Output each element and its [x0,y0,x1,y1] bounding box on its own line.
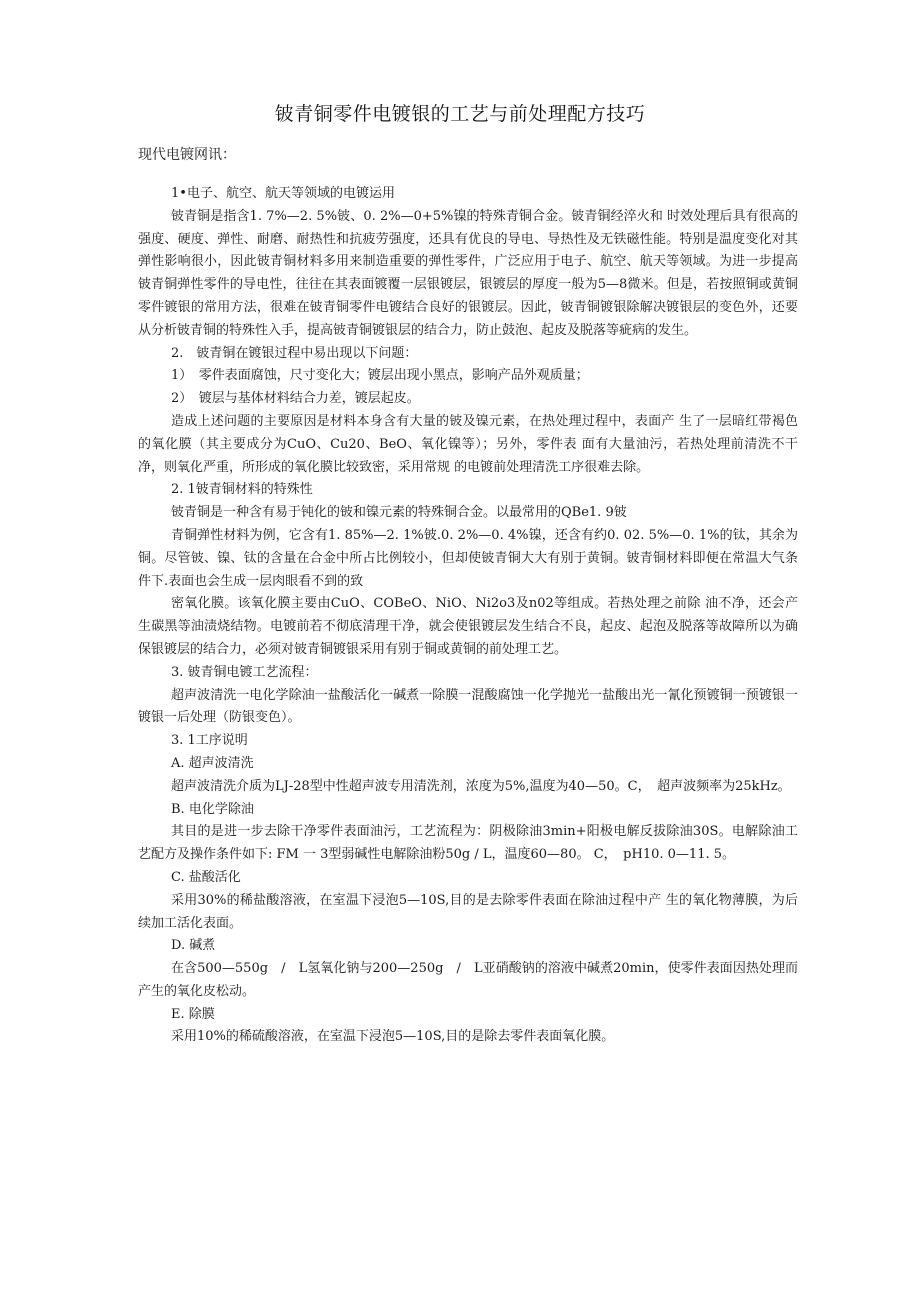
paragraph: 其目的是进一步去除干净零件表面油污，工艺流程为：阴极除油3min+阳极电解反拔除油30S。电解除油工艺配方及操作条件如下: FM 一 3型弱碱性电解除油粉50g / L，温度60—80。 C， pH10. 0—11. 5。 [138,824,798,863]
subsection-heading: B. 电化学除油 [171,801,254,817]
subsection-heading: E. 除膜 [171,1006,215,1022]
subsection-heading: A. 超声波清洗 [171,755,254,771]
document-title: 铍青铜零件电镀银的工艺与前处理配方技巧 [274,103,646,125]
paragraph: 超声波清洗一电化学除油一盐酸活化一碱煮一除膜一混酸腐蚀一化学抛光一盐酸出光一氰化预镀铜一预镀银一镀银一后处理（防银变色）。 [138,687,798,726]
document-body [138,183,798,1049]
paragraph: 采用30%的稀盐酸溶液，在室温下浸泡5—10S,目的是去除零件表面在除油过程中产 生的氧化物薄膜，为后续加工活化表面。 [138,892,798,931]
paragraph: 在含500—550g / L氢氧化钠与200—250g / L亚硝酸钠的溶液中碱煮20min，使零件表面因热处理而产生的氧化皮松动。 [138,961,798,999]
section-heading: 3. 铍青铜电镀工艺流程： [171,664,318,680]
section-heading: 1•电子、航空、航天等领域的电镀运用 [171,186,395,201]
section-heading: 2. 1铍青铜材料的特殊性 [171,482,313,498]
paragraph: 铍青铜是一种含有易于钝化的铍和镍元素的特殊铜合金。以最常用的QBe1. 9铍 [171,505,627,521]
subsection-heading: C. 盐酸活化 [171,869,241,885]
paragraph: 超声波清洗介质为LJ-28型中性超声波专用清洗剂，浓度为5%,温度为40—50。C， 超声波频率为25kHz。 [171,778,791,794]
paragraph: 造成上述问题的主要原因是材料本身含有大量的铍及镍元素，在热处理过程中，表面产 生了一层暗红带褐色的氧化膜（其主要成分为CuO、Cu20、BeO、氧化镍等）；另外，零件表 面有大量油污，若热处理前清洗不干净，则氧化严重，所形成的氧化膜比较致密，采用常规 的电镀前处理清洗工序很难去除。 [138,413,798,475]
list-heading: 2. 铍青铜在镀银过程中易出现以下问题： [171,345,418,361]
source-line: 现代电镀网讯： [138,147,236,163]
section-heading: 3. 1工序说明 [171,733,248,749]
subsection-heading: D. 碱煮 [171,938,216,954]
list-item: 2） 镀层与基体材料结合力差，镀层起皮。 [171,391,420,407]
list-item: 1） 零件表面腐蚀，尺寸变化大；镀层出现小黑点，影响产品外观质量； [171,368,589,384]
paragraph: 密氧化膜。该氧化膜主要由CuO、COBeO、NiO、Ni2o3及n02等组成。若热处理之前除 油不净，还会产生碳黑等油渍烧结物。电镀前若不彻底清理干净，就会使银镀层发生结合不良，起皮、起泡及脱落等故障所以为确保银镀层的结合力，必须对铍青铜镀银采用有别于铜或黄铜的前处理工艺。 [138,596,798,657]
paragraph: 铍青铜是指含1. 7%—2. 5%铍、0. 2%—0+5%镍的特殊青铜合金。铍青铜经淬火和 时效处理后具有很高的强度、硬度、弹性、耐磨、耐热性和抗疲劳强度，还具有优良的导电、导热性及无铁磁性能。特别是温度变化对其弹性影响很小，因此铍青铜材料多用来制造重要的弹性零件，广泛应用于电子、航空、航天等领域。为进一步提高铍青铜弹性零件的导电性，往往在其表面镀覆一层银镀层，银镀层的厚度一般为5—8微米。但是，若按照铜或黄铜零件镀银的常用方法，很难在铍青铜零件电镀结合良好的银镀层。因此，铍青铜镀银除解决镀银层的变色外，还要从分析铍青铜的特殊性入手，提高铍青铜镀银层的结合力，防止鼓泡、起皮及脱落等疵病的发生。 [138,208,798,338]
paragraph: 青铜弹性材料为例，它含有1. 85%—2. 1%铍.0. 2%—0. 4%镍，还含有约0. 02. 5%—0. 1%的钛，其余为铜。尽管铍、镍、钛的含量在合金中所占比例较小，但却使铍青铜大大有别于黄铜。铍青铜材料即便在常温大气条件下.表面也会生成一层肉眼看不到的致 [138,527,798,589]
paragraph: 采用10%的稀硫酸溶液，在室温下浸泡5—10S,目的是除去零件表面氧化膜。 [171,1029,615,1045]
